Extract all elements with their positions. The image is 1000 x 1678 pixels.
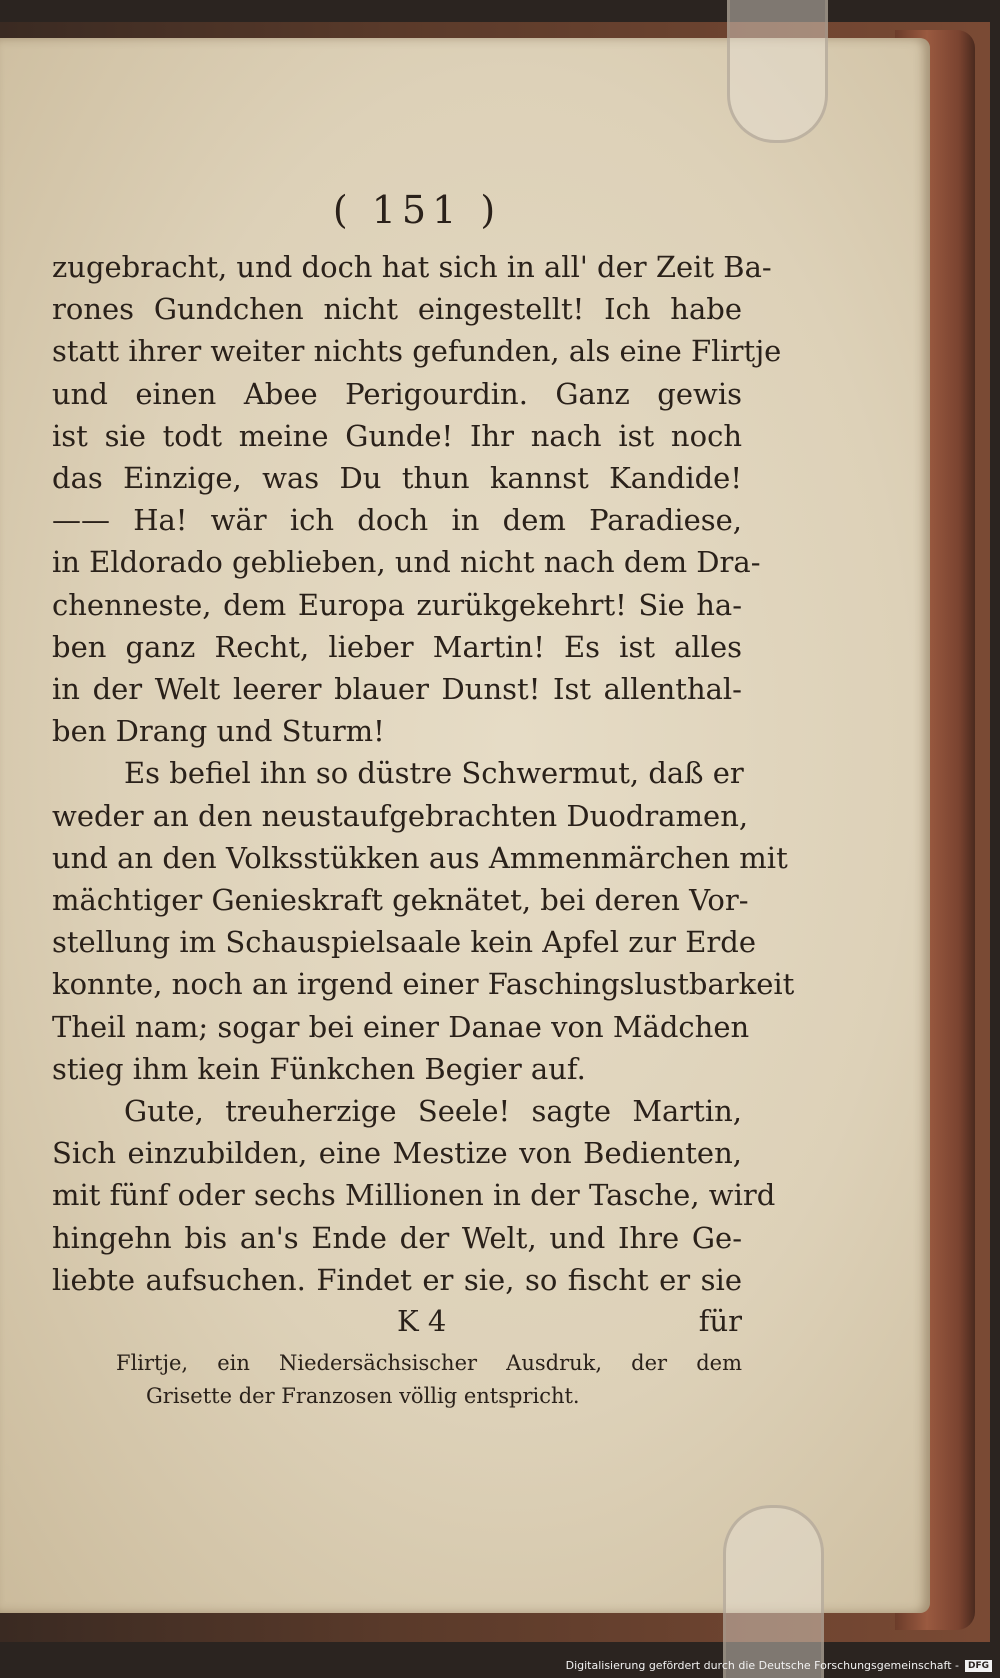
catchword: für xyxy=(698,1304,742,1339)
page-clip-bottom xyxy=(723,1505,824,1678)
catchline xyxy=(52,1301,742,1341)
signature-mark: K 4 xyxy=(397,1304,447,1339)
text-line: Sich einzubilden, eine Mestize von Bedienten, xyxy=(52,1136,742,1171)
text-line: ist sie todt meine Gunde! Ihr nach ist noch xyxy=(52,418,742,453)
text-line: chenneste, dem Europa zurükgekehrt! Sie ha- xyxy=(52,587,742,622)
text-line: stieg ihm kein Fünkchen Begier auf. xyxy=(52,1051,586,1086)
text-line: ben Drang und Sturm! xyxy=(52,714,385,749)
footnote xyxy=(52,1347,742,1413)
text-line: konnte, noch an irgend einer Faschingslustbarkeit xyxy=(52,967,795,1002)
text-line: —— Ha! wär ich doch in dem Paradiese, xyxy=(52,503,742,538)
text-line: mit fünf oder sechs Millionen in der Tasche, wird xyxy=(52,1178,776,1213)
credit-text: Digitalisierung gefördert durch die Deutsche Forschungsgemeinschaft - xyxy=(565,1659,959,1672)
text-line: zugebracht, und doch hat sich in all' der Zeit Ba- xyxy=(52,250,772,284)
footnote-line: Flirtje, ein Niedersächsischer Ausdruk, der dem xyxy=(116,1351,742,1376)
text-line: statt ihrer weiter nichts gefunden, als eine Flirtje xyxy=(52,334,782,369)
text-line: Theil nam; sogar bei einer Danae von Mädchen xyxy=(52,1009,750,1044)
text-line: ben ganz Recht, lieber Martin! Es ist alles xyxy=(52,629,742,664)
text-line: mächtiger Genieskraft geknätet, bei deren Vor- xyxy=(52,883,749,918)
text-line: Gute, treuherzige Seele! sagte Martin, xyxy=(124,1094,742,1129)
page-clip-top xyxy=(727,0,828,143)
text-line: und einen Abee Perigourdin. Ganz gewis xyxy=(52,376,742,411)
page-number: ( 151 ) xyxy=(332,188,502,232)
footnote-line: Grisette der Franzosen völlig entspricht. xyxy=(146,1384,580,1409)
text-line: in der Welt leerer blauer Dunst! Ist allenthal- xyxy=(52,672,742,707)
digitization-credit xyxy=(566,1659,992,1672)
text-line: hingehn bis an's Ende der Welt, und Ihre Ge- xyxy=(52,1220,742,1255)
text-line: stellung im Schauspielsaale kein Apfel zur Erde xyxy=(52,925,757,960)
book-page xyxy=(0,38,930,1613)
page-text xyxy=(52,158,795,1413)
text-line: weder an den neustaufgebrachten Duodramen, xyxy=(52,798,749,833)
text-line: Es befiel ihn so düstre Schwermut, daß er xyxy=(124,756,744,791)
text-line: liebte aufsuchen. Findet er sie, so fischt er sie xyxy=(52,1262,742,1297)
text-line: rones Gundchen nicht eingestellt! Ich habe xyxy=(52,292,742,327)
text-line: das Einzige, was Du thun kannst Kandide! xyxy=(52,461,742,496)
dfg-logo: DFG xyxy=(965,1660,992,1672)
text-line: in Eldorado geblieben, und nicht nach dem Dra- xyxy=(52,545,761,580)
text-line: und an den Volksstükken aus Ammenmärchen mit xyxy=(52,840,788,875)
